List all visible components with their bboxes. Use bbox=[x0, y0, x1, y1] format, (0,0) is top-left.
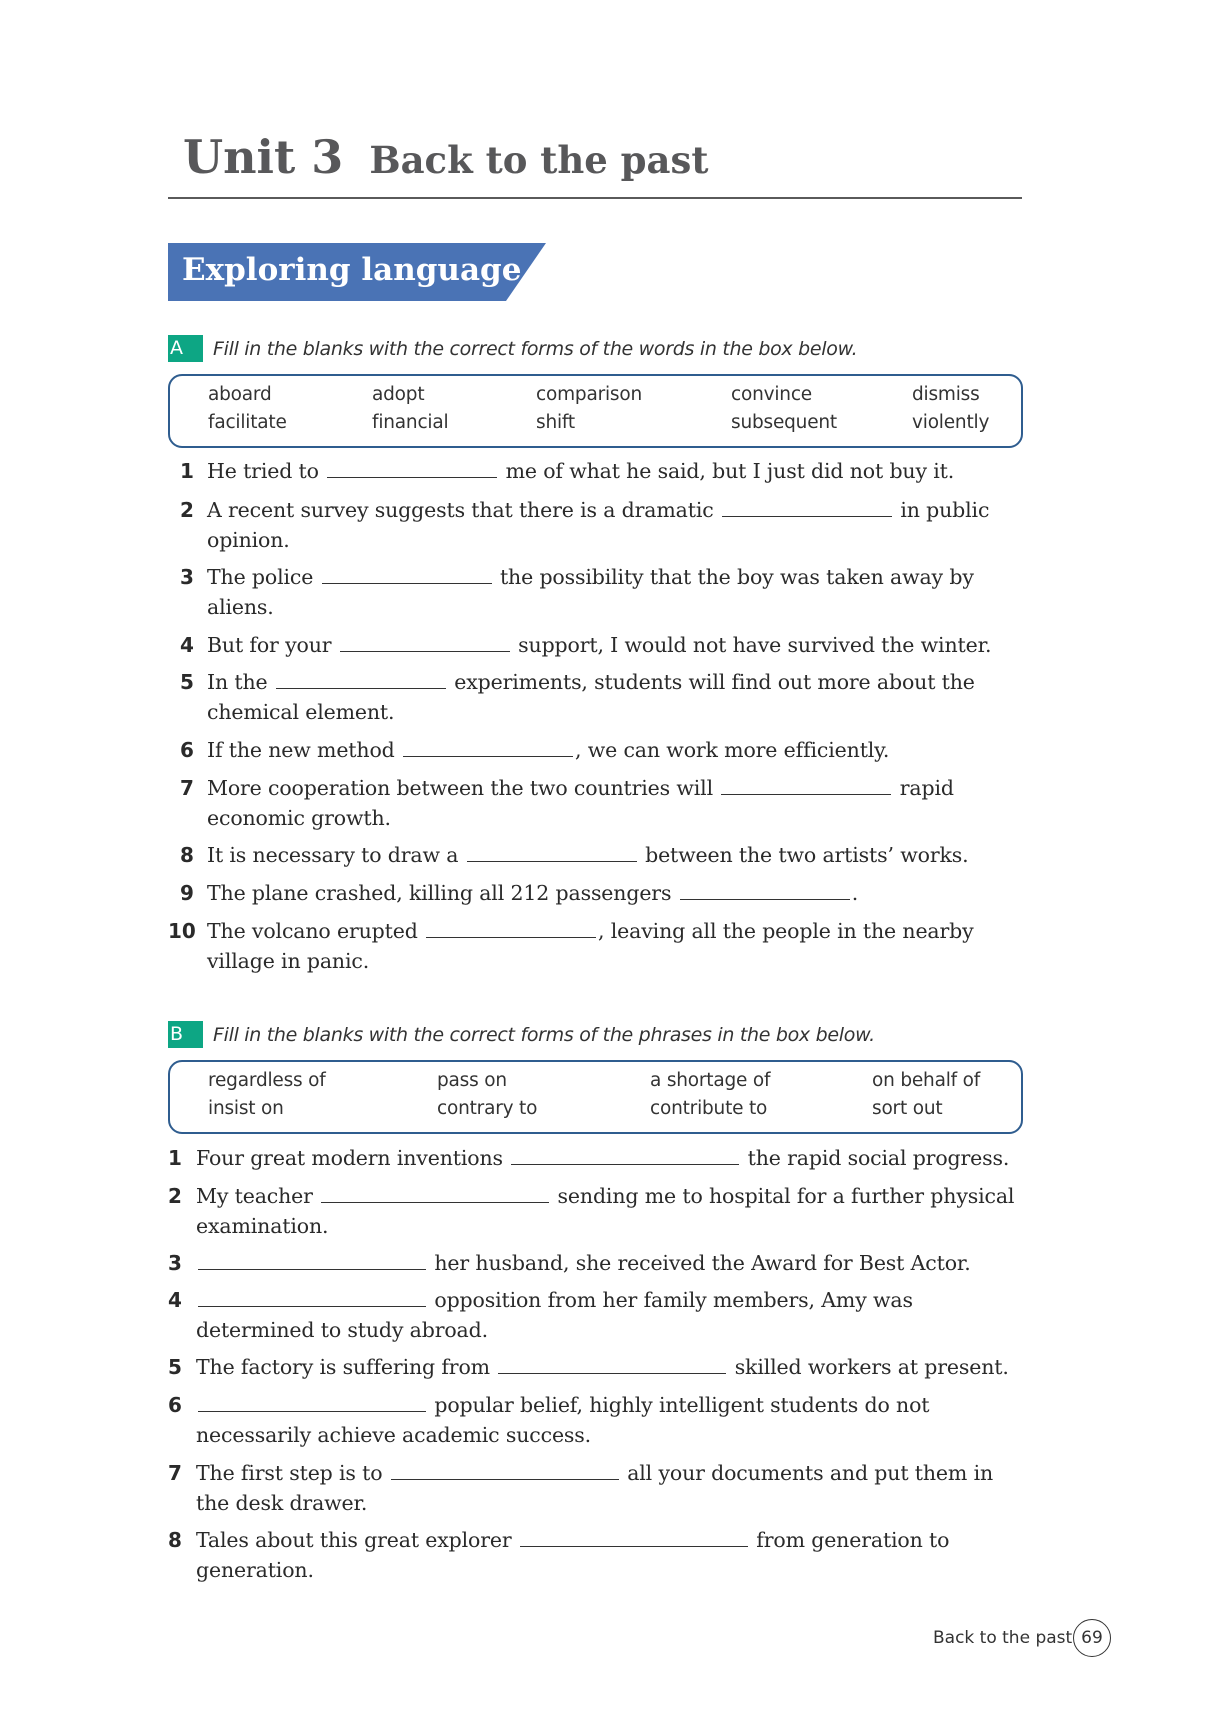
word-box-item: facilitate bbox=[208, 412, 287, 433]
exercise-b-header bbox=[168, 1021, 1028, 1048]
answer-blank[interactable] bbox=[498, 1355, 726, 1374]
word-box-item: convince bbox=[731, 384, 812, 405]
section-title: Exploring language bbox=[182, 252, 522, 288]
answer-blank[interactable] bbox=[321, 1184, 549, 1203]
footer-label: Back to the past bbox=[933, 1628, 1073, 1648]
phrase-box-b bbox=[168, 1060, 1023, 1134]
question-text: But for your support, I would not have survived the winter. bbox=[207, 633, 992, 657]
question-text: The plane crashed, killing all 212 passengers . bbox=[207, 881, 859, 905]
question-text: her husband, she received the Award for Best Actor. bbox=[196, 1248, 1026, 1278]
question-text: The factory is suffering from skilled workers at present. bbox=[196, 1355, 1009, 1379]
answer-blank[interactable] bbox=[403, 738, 573, 757]
phrase-box-item: pass on bbox=[437, 1070, 507, 1091]
question-text: He tried to me of what he said, but I just did not buy it. bbox=[207, 459, 955, 483]
exercise-b-badge: B bbox=[168, 1021, 203, 1048]
phrase-box-item: a shortage of bbox=[650, 1070, 771, 1091]
answer-blank[interactable] bbox=[721, 776, 891, 795]
answer-blank[interactable] bbox=[520, 1528, 748, 1547]
answer-blank[interactable] bbox=[198, 1393, 426, 1412]
unit-title: Back to the past bbox=[369, 138, 709, 182]
question-number: 8 bbox=[180, 843, 194, 867]
phrase-box-item: contribute to bbox=[650, 1098, 768, 1119]
phrase-box-item: sort out bbox=[872, 1098, 943, 1119]
question-text: Four great modern inventions the rapid social progress. bbox=[196, 1146, 1010, 1170]
question-text: popular belief, highly intelligent students do not necessarily achieve academic success. bbox=[196, 1393, 930, 1447]
question-number: 7 bbox=[180, 776, 194, 800]
word-box-item: adopt bbox=[372, 384, 425, 405]
word-box-item: violently bbox=[912, 412, 990, 433]
word-box-item: shift bbox=[536, 412, 575, 433]
question-text: The police the possibility that the boy was taken away by aliens. bbox=[207, 565, 974, 619]
exercise-a-instruction: Fill in the blanks with the correct forms of the words in the box below. bbox=[213, 338, 858, 360]
question-number: 10 bbox=[168, 919, 196, 943]
answer-blank[interactable] bbox=[722, 498, 892, 517]
question-text: opposition from her family members, Amy was determined to study abroad. bbox=[196, 1288, 913, 1342]
exercise-b-instruction: Fill in the blanks with the correct forms of the phrases in the box below. bbox=[213, 1024, 875, 1046]
phrase-box-item: insist on bbox=[208, 1098, 284, 1119]
answer-blank[interactable] bbox=[322, 565, 492, 584]
phrase-box-item: contrary to bbox=[437, 1098, 538, 1119]
page-title bbox=[183, 130, 708, 184]
question-text: The volcano erupted , leaving all the people in the nearby village in panic. bbox=[207, 919, 974, 973]
phrase-box-item: on behalf of bbox=[872, 1070, 981, 1091]
question-text: It is necessary to draw a between the two artists’ works. bbox=[207, 843, 969, 867]
answer-blank[interactable] bbox=[426, 919, 596, 938]
word-box-item: comparison bbox=[536, 384, 643, 405]
question-number: 3 bbox=[180, 565, 194, 589]
section-banner bbox=[168, 243, 546, 301]
question-number: 4 bbox=[168, 1288, 182, 1312]
answer-blank[interactable] bbox=[276, 670, 446, 689]
question-number: 5 bbox=[180, 670, 194, 694]
word-box-item: subsequent bbox=[731, 412, 837, 433]
question-number: 8 bbox=[168, 1528, 182, 1552]
answer-blank[interactable] bbox=[327, 459, 497, 478]
question-number: 1 bbox=[180, 459, 194, 483]
question-number: 2 bbox=[168, 1184, 182, 1208]
answer-blank[interactable] bbox=[680, 881, 850, 900]
word-box-item: dismiss bbox=[912, 384, 980, 405]
answer-blank[interactable] bbox=[198, 1251, 426, 1270]
question-number: 4 bbox=[180, 633, 194, 657]
question-text: More cooperation between the two countries will rapid economic growth. bbox=[207, 776, 954, 830]
question-text: A recent survey suggests that there is a dramatic in public opinion. bbox=[207, 498, 990, 552]
answer-blank[interactable] bbox=[511, 1146, 739, 1165]
exercise-a-header bbox=[168, 335, 1028, 362]
answer-blank[interactable] bbox=[198, 1288, 426, 1307]
question-number: 6 bbox=[168, 1393, 182, 1417]
unit-number: Unit 3 bbox=[183, 130, 344, 184]
question-text: If the new method , we can work more efficiently. bbox=[207, 738, 890, 762]
title-divider bbox=[168, 197, 1022, 199]
answer-blank[interactable] bbox=[391, 1461, 619, 1480]
exercise-a-badge: A bbox=[168, 335, 203, 362]
word-box-a bbox=[168, 374, 1023, 448]
question-number: 7 bbox=[168, 1461, 182, 1485]
question-number: 1 bbox=[168, 1146, 182, 1170]
question-number: 2 bbox=[180, 498, 194, 522]
word-box-item: aboard bbox=[208, 384, 272, 405]
word-box-item: financial bbox=[372, 412, 449, 433]
question-number: 5 bbox=[168, 1355, 182, 1379]
answer-blank[interactable] bbox=[340, 633, 510, 652]
question-text: In the experiments, students will find out more about the chemical element. bbox=[207, 670, 975, 724]
page-number: 69 bbox=[1073, 1619, 1111, 1657]
answer-blank[interactable] bbox=[467, 843, 637, 862]
question-number: 9 bbox=[180, 881, 194, 905]
question-text: The first step is to all your documents and put them in the desk drawer. bbox=[196, 1461, 994, 1515]
question-text: Tales about this great explorer from generation to generation. bbox=[196, 1528, 950, 1582]
question-number: 3 bbox=[168, 1251, 182, 1275]
phrase-box-item: regardless of bbox=[208, 1070, 326, 1091]
question-number: 6 bbox=[180, 738, 194, 762]
question-text: My teacher sending me to hospital for a further physical examination. bbox=[196, 1184, 1015, 1238]
